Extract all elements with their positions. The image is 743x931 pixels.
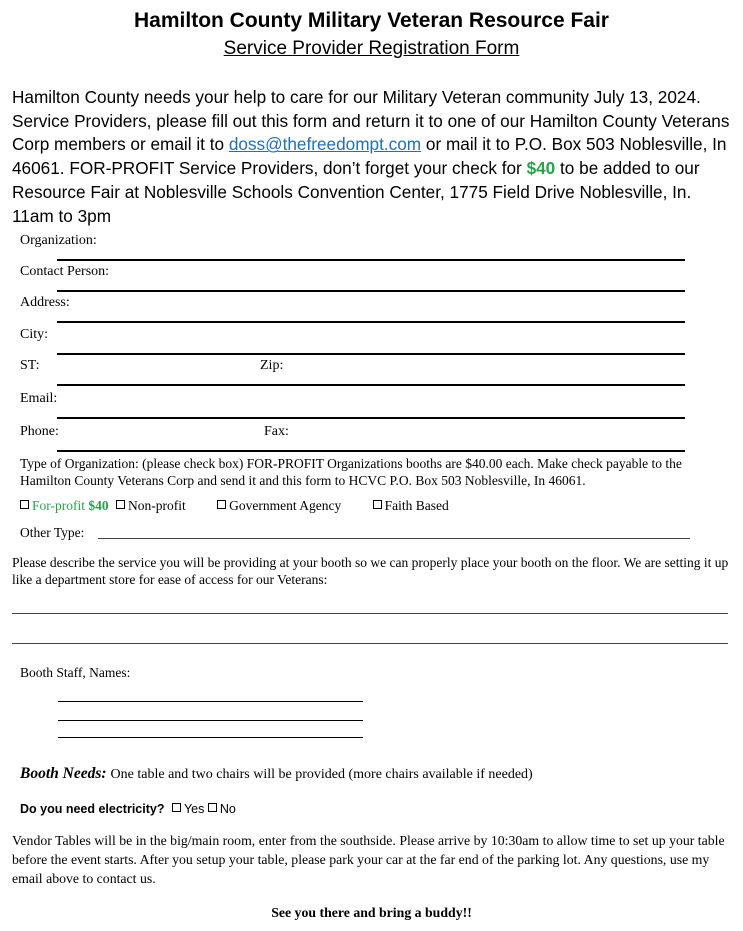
faith-option[interactable] xyxy=(373,498,449,513)
other-type-field[interactable] xyxy=(98,538,690,539)
electricity-no-label: No xyxy=(219,802,236,816)
email-field[interactable] xyxy=(57,417,685,419)
booth-needs-text: One table and two chairs will be provided (more chairs available if needed) xyxy=(110,767,533,782)
service-line-1[interactable] xyxy=(12,613,728,614)
booth-needs-label: Booth Needs: xyxy=(20,765,107,782)
contact-person-field[interactable] xyxy=(57,290,685,292)
address-field[interactable] xyxy=(57,321,685,323)
staff-name-line-2[interactable] xyxy=(58,720,363,721)
intro-text-2: or mail it to P.O. Box 503 Noblesville, In 46061. FOR-PROFIT Service Providers, don’t forget your check for xyxy=(12,134,727,179)
org-type-options xyxy=(20,497,449,514)
electricity-question: Do you need electricity? xyxy=(20,802,165,816)
government-checkbox[interactable] xyxy=(217,500,226,509)
org-type-instructions: Type of Organization: (please check box) FOR-PROFIT Organizations booths are $40.00 each. Make check payable to the Hamilton County Veterans Corp and send it and this form to HCVC P.O. Box 503 Noblesville, In 46061. xyxy=(20,456,682,488)
closing-line: See you there and bring a buddy!! xyxy=(271,905,472,920)
email-link[interactable]: doss@thefreedompt.com xyxy=(228,134,422,155)
fax-label: Fax: xyxy=(264,424,289,439)
non-profit-label: Non-profit xyxy=(127,498,186,513)
intro-paragraph xyxy=(12,86,732,228)
staff-name-line-1[interactable] xyxy=(58,701,363,702)
intro-price: $40 xyxy=(526,158,556,179)
city-label: City: xyxy=(20,327,49,342)
form-subtitle xyxy=(0,38,743,60)
electricity-no-checkbox[interactable] xyxy=(208,803,217,812)
address-label: Address: xyxy=(20,295,70,310)
organization-label: Organization: xyxy=(20,233,97,248)
service-description: Please describe the service you will be providing at your booth so we can properly place your booth on the floor. We are setting it up like a department store for ease of access for our Veterans: xyxy=(12,555,729,587)
for-profit-price: $40 xyxy=(88,498,109,513)
electricity-row xyxy=(20,802,236,816)
booth-staff-label: Booth Staff, Names: xyxy=(20,665,131,680)
service-line-2[interactable] xyxy=(12,643,728,644)
non-profit-checkbox[interactable] xyxy=(116,500,125,509)
faith-checkbox[interactable] xyxy=(373,500,382,509)
government-label: Government Agency xyxy=(229,498,342,513)
for-profit-option[interactable] xyxy=(20,498,109,513)
faith-label: Faith Based xyxy=(384,498,449,513)
state-zip-field[interactable] xyxy=(57,384,685,386)
phone-fax-field[interactable] xyxy=(57,450,685,452)
non-profit-option[interactable] xyxy=(116,498,186,513)
for-profit-label: For-profit xyxy=(32,498,85,513)
electricity-yes-checkbox[interactable] xyxy=(172,803,181,812)
intro-text-1: Hamilton County needs your help to care for our Military Veteran community July 13, 2024. Service Providers, please fill out this form and return it to one of our Hamilton County Veterans Corp members or email it to xyxy=(12,87,730,155)
booth-needs-row xyxy=(20,765,533,783)
state-label: ST: xyxy=(20,358,40,373)
city-field[interactable] xyxy=(57,353,685,355)
organization-field[interactable] xyxy=(57,259,685,261)
government-option[interactable] xyxy=(217,498,341,513)
email-label: Email: xyxy=(20,391,58,406)
subtitle-text: Service Provider Registration Form xyxy=(223,38,520,59)
intro-text-3: to be added to our Resource Fair at Noblesville Schools Convention Center, 1775 Field Drive Noblesville, In. 11am to 3pm xyxy=(12,158,700,226)
staff-name-line-3[interactable] xyxy=(58,737,363,738)
electricity-yes-option[interactable] xyxy=(172,802,204,816)
vendor-info: Vendor Tables will be in the big/main room, enter from the southside. Please arrive by 10:30am to allow time to set up your table before the event starts. After you setup your table, please park your car at the far end of the parking lot. Any questions, use my email above to contact us. xyxy=(12,833,725,886)
other-type-label: Other Type: xyxy=(20,525,85,540)
contact-person-label: Contact Person: xyxy=(20,264,110,279)
for-profit-checkbox[interactable] xyxy=(20,500,29,509)
phone-label: Phone: xyxy=(20,424,59,439)
electricity-yes-label: Yes xyxy=(183,802,205,816)
electricity-no-option[interactable] xyxy=(208,802,236,816)
zip-label: Zip: xyxy=(260,358,284,373)
form-title: Hamilton County Military Veteran Resource Fair xyxy=(134,9,609,32)
